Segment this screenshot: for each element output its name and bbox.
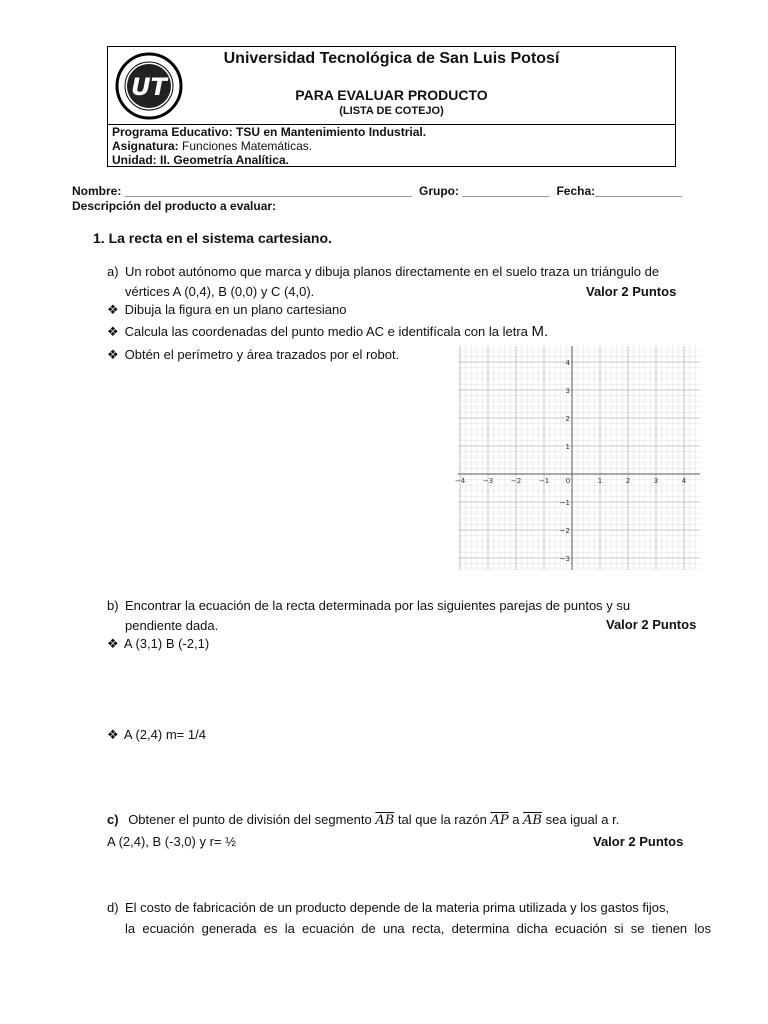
y-tick-label: −3 [559, 555, 570, 563]
nombre-field[interactable]: Nombre: ___________________________________________ [72, 184, 412, 198]
document-title: PARA EVALUAR PRODUCTO [295, 87, 488, 103]
asignatura-value: Funciones Matemáticas. [182, 139, 313, 153]
x-tick-label: −1 [538, 477, 550, 485]
x-tick-label: 0 [565, 477, 571, 485]
y-tick-label: 2 [565, 415, 570, 423]
item-d-text2: la ecuación generada es la ecuación de una recta, determina dicha ecuación si se tienen los [125, 921, 711, 936]
item-c-valor: Valor 2 Puntos [593, 834, 684, 849]
item-b-label: b) [107, 598, 119, 613]
x-tick-label: −3 [482, 477, 494, 485]
unidad-value: II. Geometría Analítica. [160, 153, 289, 167]
grupo-field[interactable]: Grupo: _____________ [419, 184, 550, 198]
item-b-bullet1: ❖ A (3,1) B (-2,1) [107, 634, 209, 654]
programa-label: Programa Educativo: [112, 125, 233, 139]
x-tick-label: 4 [681, 477, 687, 485]
programa-value: TSU en Mantenimiento Industrial. [236, 125, 427, 139]
item-b-valor: Valor 2 Puntos [606, 617, 697, 632]
bullet-icon: ❖ [107, 727, 119, 742]
bullet-icon: ❖ [107, 302, 119, 317]
cartesian-grid [454, 346, 700, 570]
segment-ab: $\overline{AB}$ [375, 813, 395, 828]
bullet-icon: ❖ [107, 347, 119, 362]
x-tick-label: −2 [510, 477, 522, 485]
y-tick-label: 3 [565, 387, 570, 395]
y-tick-label: 1 [565, 443, 570, 451]
item-a-bullet2: ❖ Calcula las coordenadas del punto medio AC e identifícala con la letra M. [107, 323, 549, 340]
item-a-label: a) [107, 264, 119, 279]
form-line [72, 184, 682, 198]
y-tick-label: 4 [565, 359, 570, 367]
x-tick-label: 2 [625, 477, 631, 485]
asignatura-label: Asignatura: [112, 139, 179, 153]
document-subtitle: (LISTA DE COTEJO) [339, 105, 444, 117]
unidad-label: Unidad: [112, 153, 157, 167]
item-a-text2: vértices A (0,4), B (0,0) y C (4,0). [125, 284, 315, 299]
item-d-label: d) [107, 900, 119, 915]
x-tick-label: −4 [454, 477, 466, 485]
item-b-text2: pendiente dada. [125, 618, 219, 633]
item-c-label: c) [107, 812, 119, 827]
x-tick-label: 3 [653, 477, 659, 485]
item-b-bullet2: ❖ A (2,4) m= 1/4 [107, 725, 206, 745]
item-a-valor: Valor 2 Puntos [586, 284, 677, 299]
header-top [108, 47, 675, 125]
item-c-line2: A (2,4), B (-3,0) y r= ½ [107, 834, 236, 849]
university-name: Universidad Tecnológica de San Luis Potosí [223, 50, 560, 67]
item-d-text1: El costo de fabricación de un producto depende de la materia prima utilizada y los gastos fijos, [125, 900, 670, 915]
item-c-line1: c) Obtener el punto de división del segmento $\overline{AB}$ tal que la razón $\overline{AP}$ a $\overline{AB}$ sea igual a r. [107, 812, 620, 828]
item-b-text1: Encontrar la ecuación de la recta determinada por las siguientes parejas de puntos y su [125, 598, 631, 613]
item-a-bullet1: ❖ Dibuja la figura en un plano cartesiano [107, 300, 347, 320]
programa-line [112, 125, 426, 139]
item-a-bullet3: ❖ Obtén el perímetro y área trazados por el robot. [107, 345, 399, 365]
bullet-icon: ❖ [107, 324, 119, 339]
y-tick-label: −1 [559, 499, 570, 507]
logo-text: UT [131, 73, 167, 101]
item-a-text1: Un robot autónomo que marca y dibuja planos directamente en el suelo traza un triángulo de [125, 264, 660, 279]
unidad-line [112, 153, 289, 167]
segment-ab-2: $\overline{AB}$ [523, 813, 542, 828]
asignatura-line [112, 139, 312, 153]
x-tick-label: 1 [597, 477, 603, 485]
y-tick-label: −2 [559, 527, 570, 535]
section-title: 1. La recta en el sistema cartesiano. [93, 230, 332, 246]
bullet-icon: ❖ [107, 636, 119, 651]
segment-ap: $\overline{AP}$ [490, 813, 509, 828]
fecha-field[interactable]: Fecha:_____________ [556, 184, 682, 198]
header-box [107, 46, 676, 167]
descripcion-label: Descripción del producto a evaluar: [72, 199, 277, 213]
